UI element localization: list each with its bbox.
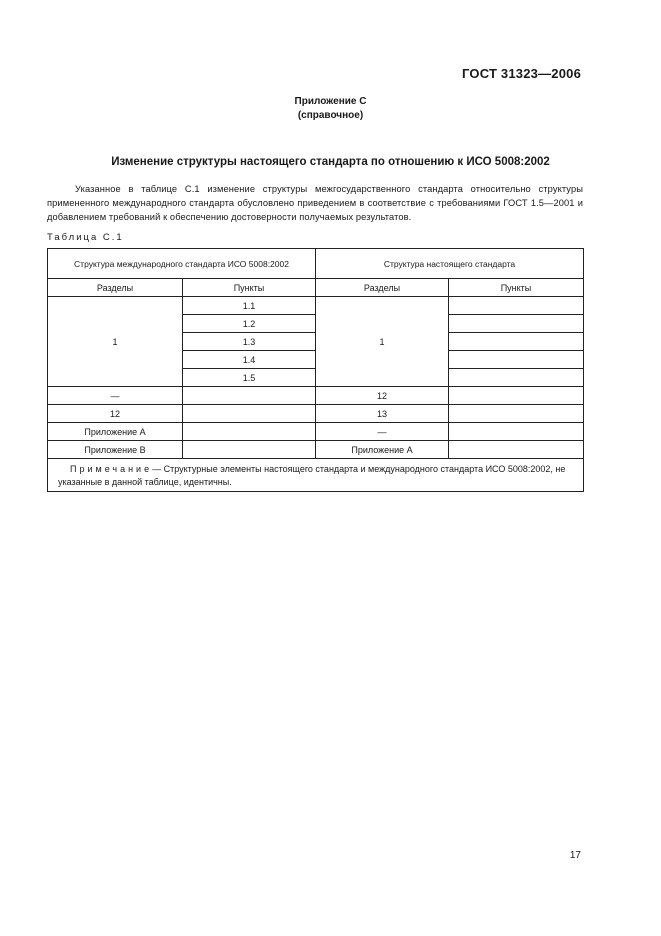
- table-row: [48, 405, 584, 423]
- intro-paragraph: [47, 182, 583, 224]
- cell-item-right: [449, 333, 584, 351]
- table-row: [48, 387, 584, 405]
- table-group-header-row: [48, 249, 584, 279]
- cell-item-right: [449, 351, 584, 369]
- cell-item-right: [449, 315, 584, 333]
- group-header-current: Структура настоящего стандарта: [316, 249, 584, 279]
- cell-item-right: [449, 441, 584, 459]
- section-heading: Изменение структуры настоящего стандарта по отношению к ИСО 5008:2002: [111, 156, 550, 168]
- intro-text: Указанное в таблице С.1 изменение структуры межгосударственного стандарта относительно структуры примененного международного стандарта обусловлено приведением в соответствие с требованиями ГОСТ 1.5—2001 и добавлением требований к обеспечению достоверности получаемых результатов.: [47, 184, 583, 222]
- annex-title: Приложение С: [294, 96, 367, 107]
- table-note-row: [48, 459, 584, 492]
- table-caption: Таблица С.1: [47, 232, 124, 243]
- cell-section-right: 13: [316, 405, 449, 423]
- cell-item-left: [183, 405, 316, 423]
- cell-item-left: 1.4: [183, 351, 316, 369]
- note-text: — Структурные элементы настоящего стандарта и международного стандарта ИСО 5008:2002, не указанные в данной таблице, идентичны.: [58, 464, 566, 487]
- cell-item-left: [183, 387, 316, 405]
- cell-section-right: 1: [316, 297, 449, 387]
- cell-item-right: [449, 405, 584, 423]
- page-number: 17: [569, 850, 581, 861]
- cell-item-left: 1.3: [183, 333, 316, 351]
- col-header-items-left: Пункты: [183, 279, 316, 297]
- table-note: [48, 459, 584, 492]
- table-column-header-row: [48, 279, 584, 297]
- table-row: [48, 297, 584, 315]
- table-row: [48, 441, 584, 459]
- col-header-sections-right: Разделы: [316, 279, 449, 297]
- standard-code: ГОСТ 31323—2006: [462, 66, 581, 81]
- cell-item-left: [183, 423, 316, 441]
- col-header-sections-left: Разделы: [48, 279, 183, 297]
- cell-item-right: [449, 297, 584, 315]
- cell-section-right: Приложение А: [316, 441, 449, 459]
- cell-section-right: 12: [316, 387, 449, 405]
- cell-section-left: 1: [48, 297, 183, 387]
- cell-item-right: [449, 387, 584, 405]
- cell-item-left: [183, 441, 316, 459]
- group-header-international: Структура международного стандарта ИСО 5008:2002: [48, 249, 316, 279]
- cell-item-right: [449, 369, 584, 387]
- structure-comparison-table: [47, 248, 584, 492]
- cell-item-left: 1.2: [183, 315, 316, 333]
- cell-item-left: 1.5: [183, 369, 316, 387]
- cell-section-right: —: [316, 423, 449, 441]
- col-header-items-right: Пункты: [449, 279, 584, 297]
- note-label: Примечание: [70, 464, 153, 474]
- cell-section-left: Приложение В: [48, 441, 183, 459]
- annex-heading: [0, 95, 661, 123]
- cell-section-left: 12: [48, 405, 183, 423]
- table-row: [48, 423, 584, 441]
- cell-section-left: —: [48, 387, 183, 405]
- cell-section-left: Приложение А: [48, 423, 183, 441]
- cell-item-right: [449, 423, 584, 441]
- cell-item-left: 1.1: [183, 297, 316, 315]
- annex-subtitle: (справочное): [297, 110, 364, 121]
